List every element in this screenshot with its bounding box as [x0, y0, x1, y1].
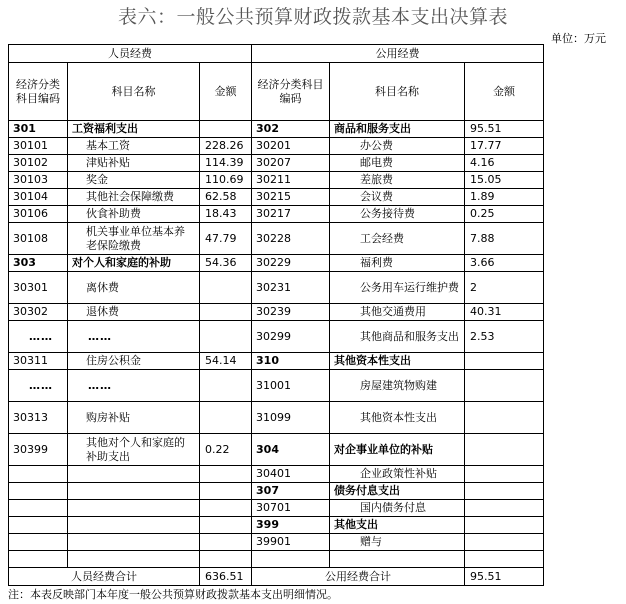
table-row [9, 434, 544, 466]
left-amount-cell [200, 321, 252, 353]
table-row [9, 466, 544, 483]
right-code-cell: 30228 [252, 223, 330, 255]
left-code-cell [9, 534, 68, 551]
left-code-cell: 30101 [9, 138, 68, 155]
left-code-cell: 30301 [9, 272, 68, 304]
column-header-row [9, 63, 544, 121]
right-code-cell: 30201 [252, 138, 330, 155]
left-code-cell [9, 466, 68, 483]
right-amount-cell: 1.89 [465, 189, 544, 206]
left-amount-cell: 110.69 [200, 172, 252, 189]
left-name-cell: 工资福利支出 [68, 121, 200, 138]
table-title: 表六：一般公共预算财政拨款基本支出决算表 [117, 6, 508, 28]
right-amount-cell: 15.05 [465, 172, 544, 189]
right-amount-cell: 7.88 [465, 223, 544, 255]
left-name-cell: 津贴补贴 [68, 155, 200, 172]
table-row [9, 272, 544, 304]
right-code-cell: 30217 [252, 206, 330, 223]
table-row [9, 483, 544, 500]
left-name-cell: 购房补贴 [68, 402, 200, 434]
right-name-cell: 公务用车运行维护费 [330, 272, 465, 304]
left-code-cell: 30108 [9, 223, 68, 255]
right-code-cell: 30211 [252, 172, 330, 189]
public-group-header: 公用经费 [252, 45, 544, 63]
right-code-cell: 30701 [252, 500, 330, 517]
right-code-cell: 30231 [252, 272, 330, 304]
left-amount-cell: 54.14 [200, 353, 252, 370]
left-code-cell: 30104 [9, 189, 68, 206]
col-header-amount: 金额 [200, 63, 252, 121]
left-amount-cell [200, 466, 252, 483]
right-name-cell: 其他商品和服务支出 [330, 321, 465, 353]
right-name-cell: 房屋建筑物购建 [330, 370, 465, 402]
left-amount-cell [200, 483, 252, 500]
right-amount-cell: 0.25 [465, 206, 544, 223]
right-amount-cell [465, 551, 544, 568]
right-name-cell: 对企事业单位的补贴 [330, 434, 465, 466]
right-code-cell: 310 [252, 353, 330, 370]
right-code-cell: 302 [252, 121, 330, 138]
right-amount-cell [465, 534, 544, 551]
left-amount-cell [200, 551, 252, 568]
right-code-cell: 30239 [252, 304, 330, 321]
left-name-cell [68, 534, 200, 551]
right-amount-cell [465, 353, 544, 370]
right-amount-cell: 3.66 [465, 255, 544, 272]
right-code-cell: 30229 [252, 255, 330, 272]
col-header-amount: 金额 [465, 63, 544, 121]
left-amount-cell: 0.22 [200, 434, 252, 466]
right-code-cell: 30401 [252, 466, 330, 483]
right-name-cell: 工会经费 [330, 223, 465, 255]
right-code-cell: 30299 [252, 321, 330, 353]
left-name-cell [68, 500, 200, 517]
right-code-cell: 304 [252, 434, 330, 466]
left-amount-cell: 47.79 [200, 223, 252, 255]
left-code-cell: 30311 [9, 353, 68, 370]
right-name-cell: 其他支出 [330, 517, 465, 534]
left-code-cell: …… [9, 321, 68, 353]
expenditure-table [8, 44, 544, 586]
left-code-cell [9, 551, 68, 568]
left-amount-cell [200, 517, 252, 534]
left-amount-cell: 18.43 [200, 206, 252, 223]
left-amount-cell [200, 272, 252, 304]
right-name-cell: 差旅费 [330, 172, 465, 189]
left-name-cell: 其他社会保障缴费 [68, 189, 200, 206]
right-name-cell: 公务接待费 [330, 206, 465, 223]
right-amount-cell [465, 483, 544, 500]
left-name-cell: 机关事业单位基本养老保险缴费 [68, 223, 200, 255]
right-amount-cell [465, 402, 544, 434]
right-code-cell [252, 551, 330, 568]
left-name-cell [68, 517, 200, 534]
table-row [9, 206, 544, 223]
table-row [9, 517, 544, 534]
right-amount-cell [465, 466, 544, 483]
left-name-cell: 基本工资 [68, 138, 200, 155]
table-row [9, 500, 544, 517]
right-amount-cell: 40.31 [465, 304, 544, 321]
right-amount-cell [465, 370, 544, 402]
col-header-code: 经济分类科目编码 [252, 63, 330, 121]
right-name-cell: 其他交通费用 [330, 304, 465, 321]
right-code-cell: 39901 [252, 534, 330, 551]
right-amount-cell [465, 434, 544, 466]
left-amount-cell: 228.26 [200, 138, 252, 155]
table-row [9, 551, 544, 568]
personnel-total-amount: 636.51 [200, 568, 252, 586]
left-name-cell: …… [68, 321, 200, 353]
right-code-cell: 31001 [252, 370, 330, 402]
table-row [9, 255, 544, 272]
table-row [9, 189, 544, 206]
personnel-group-header: 人员经费 [9, 45, 252, 63]
right-name-cell: 福利费 [330, 255, 465, 272]
left-amount-cell [200, 500, 252, 517]
left-amount-cell: 114.39 [200, 155, 252, 172]
left-amount-cell [200, 121, 252, 138]
left-code-cell: 30102 [9, 155, 68, 172]
right-name-cell: 赠与 [330, 534, 465, 551]
public-total-amount: 95.51 [465, 568, 544, 586]
col-header-code: 经济分类科目编码 [9, 63, 68, 121]
left-code-cell: 30399 [9, 434, 68, 466]
right-name-cell: 会议费 [330, 189, 465, 206]
left-code-cell: …… [9, 370, 68, 402]
left-name-cell [68, 466, 200, 483]
left-name-cell: 退休费 [68, 304, 200, 321]
right-amount-cell: 17.77 [465, 138, 544, 155]
left-name-cell: 奖金 [68, 172, 200, 189]
right-code-cell: 307 [252, 483, 330, 500]
left-amount-cell [200, 534, 252, 551]
left-code-cell: 30302 [9, 304, 68, 321]
table-row [9, 370, 544, 402]
right-amount-cell [465, 517, 544, 534]
left-name-cell [68, 483, 200, 500]
personnel-total-label: 人员经费合计 [9, 568, 200, 586]
table-row [9, 121, 544, 138]
right-name-cell: 企业政策性补贴 [330, 466, 465, 483]
right-name-cell: 其他资本性支出 [330, 353, 465, 370]
left-name-cell: 对个人和家庭的补助 [68, 255, 200, 272]
left-code-cell: 30103 [9, 172, 68, 189]
left-name-cell: 住房公积金 [68, 353, 200, 370]
table-row [9, 402, 544, 434]
left-name-cell: 伙食补助费 [68, 206, 200, 223]
left-code-cell: 30106 [9, 206, 68, 223]
col-header-name: 科目名称 [330, 63, 465, 121]
right-amount-cell: 2 [465, 272, 544, 304]
right-amount-cell: 2.53 [465, 321, 544, 353]
footnote: 注：本表反映部门本年度一般公共预算财政拨款基本支出明细情况。 [8, 588, 338, 601]
left-amount-cell [200, 370, 252, 402]
table-row [9, 534, 544, 551]
right-name-cell: 其他资本性支出 [330, 402, 465, 434]
left-name-cell [68, 551, 200, 568]
left-amount-cell: 62.58 [200, 189, 252, 206]
table-row [9, 321, 544, 353]
right-name-cell: 商品和服务支出 [330, 121, 465, 138]
left-amount-cell: 54.36 [200, 255, 252, 272]
right-amount-cell [465, 500, 544, 517]
left-name-cell: 其他对个人和家庭的补助支出 [68, 434, 200, 466]
right-code-cell: 31099 [252, 402, 330, 434]
table-row [9, 172, 544, 189]
left-name-cell: …… [68, 370, 200, 402]
right-name-cell: 债务付息支出 [330, 483, 465, 500]
right-name-cell: 办公费 [330, 138, 465, 155]
left-code-cell [9, 517, 68, 534]
table-row [9, 353, 544, 370]
right-name-cell: 邮电费 [330, 155, 465, 172]
right-code-cell: 399 [252, 517, 330, 534]
right-amount-cell: 4.16 [465, 155, 544, 172]
right-code-cell: 30207 [252, 155, 330, 172]
left-code-cell: 301 [9, 121, 68, 138]
table-row [9, 155, 544, 172]
left-name-cell: 离休费 [68, 272, 200, 304]
table-row [9, 138, 544, 155]
totals-row [9, 568, 544, 586]
left-amount-cell [200, 304, 252, 321]
public-total-label: 公用经费合计 [252, 568, 465, 586]
right-name-cell [330, 551, 465, 568]
right-name-cell: 国内债务付息 [330, 500, 465, 517]
left-code-cell: 303 [9, 255, 68, 272]
left-code-cell [9, 500, 68, 517]
col-header-name: 科目名称 [68, 63, 200, 121]
right-amount-cell: 95.51 [465, 121, 544, 138]
left-code-cell: 30313 [9, 402, 68, 434]
right-code-cell: 30215 [252, 189, 330, 206]
table-row [9, 304, 544, 321]
table-row [9, 223, 544, 255]
unit-label: 单位：万元 [551, 32, 606, 45]
left-amount-cell [200, 402, 252, 434]
group-header-row [9, 45, 544, 63]
left-code-cell [9, 483, 68, 500]
